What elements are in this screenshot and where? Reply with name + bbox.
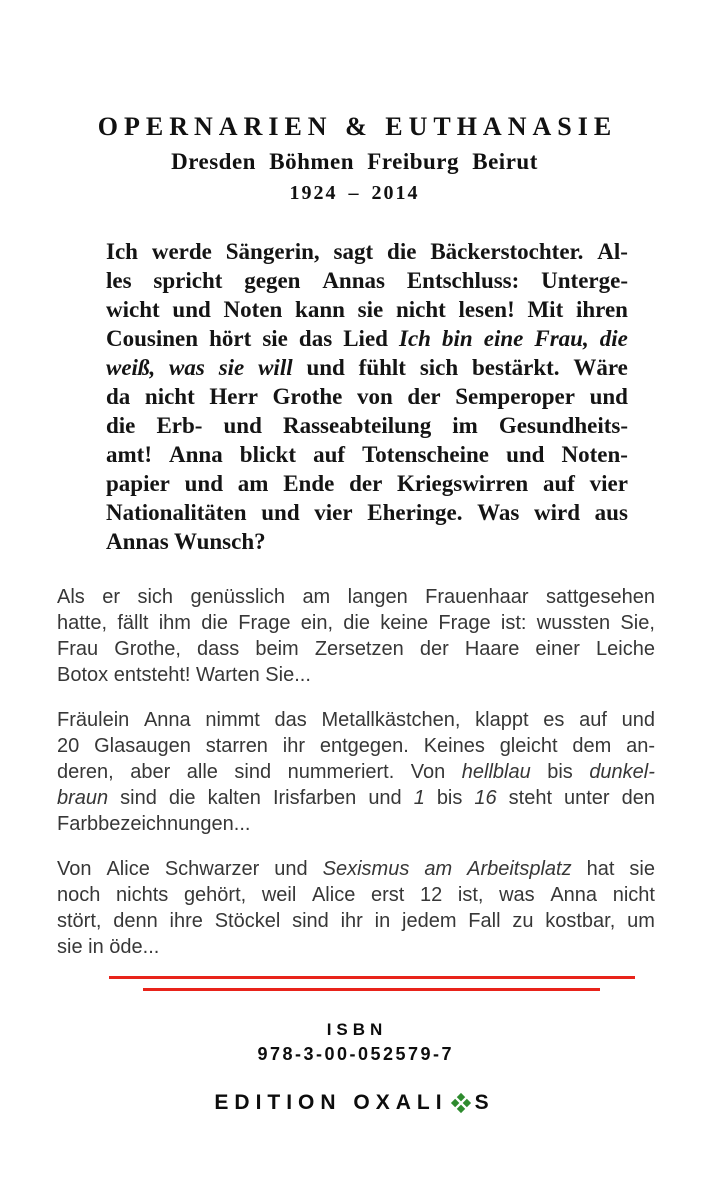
isbn-number: 978-3-00-052579-7 [257, 1044, 455, 1064]
isbn-block [0, 1020, 709, 1065]
isbn-label: ISBN [326, 1020, 388, 1039]
text-line: papier und am Ende der Kriegswirren auf vier [106, 471, 628, 496]
text-line: hatte, fällt ihm die Frage ein, die keine Frage ist: wussten Sie, [57, 612, 655, 634]
text-line: Botox entsteht! Warten Sie... [57, 664, 311, 686]
description-section [57, 584, 655, 960]
text-line: amt! Anna blickt auf Totenscheine und Noten- [106, 442, 628, 467]
description-paragraph-1 [57, 584, 655, 688]
text-line: Fräulein Anna nimmt das Metallkästchen, klappt es auf und [57, 709, 655, 731]
red-divider [0, 974, 709, 996]
publisher-name [0, 1091, 709, 1115]
text-line: stört, denn ihre Stöckel sind ihr in jedem Fall zu kostbar, um [57, 910, 655, 932]
description-paragraph-3 [57, 856, 655, 960]
text-line: weiß, was sie will und fühlt sich bestärkt. Wäre [106, 355, 628, 380]
subtitle-locations: Dresden Böhmen Freiburg Beirut [171, 149, 538, 174]
text-line: 20 Glasaugen starren ihr entgegen. Keines gleicht dem an- [57, 735, 655, 757]
text-line: Farbbezeichnungen... [57, 813, 251, 835]
text-line: noch nichts gehört, weil Alice erst 12 ist, was Anna nicht [57, 884, 655, 906]
text-line: braun sind die kalten Irisfarben und 1 bis 16 steht unter den [57, 787, 655, 809]
blurb-paragraph [106, 237, 628, 556]
publisher-name-prefix: EDITION OXALI [214, 1091, 448, 1114]
text-line: die Erb- und Rasseabteilung im Gesundheits- [106, 413, 628, 438]
text-line: da nicht Herr Grothe von der Semperoper und [106, 384, 628, 409]
text-line: Frau Grothe, dass beim Zersetzen der Haare einer Leiche [57, 638, 655, 660]
text-line: wicht und Noten kann sie nicht lesen! Mit ihren [106, 297, 628, 322]
oxalis-diamond-icon [450, 1092, 472, 1114]
text-line: Von Alice Schwarzer und Sexismus am Arbeitsplatz hat sie [57, 858, 655, 880]
title-block [0, 0, 709, 205]
text-line: Ich werde Sängerin, sagt die Bäckerstochter. Al- [106, 239, 628, 264]
text-line: Nationalitäten und vier Eheringe. Was wird aus [106, 500, 628, 525]
text-line: les spricht gegen Annas Entschluss: Unterge- [106, 268, 628, 293]
text-line: Annas Wunsch? [106, 529, 266, 554]
description-paragraph-2 [57, 707, 655, 837]
text-line: Als er sich genüsslich am langen Frauenhaar sattgesehen [57, 586, 655, 608]
text-line: deren, aber alle sind nummeriert. Von hellblau bis dunkel- [57, 761, 655, 783]
red-rule-top [109, 976, 635, 979]
subtitle-years: 1924 – 2014 [289, 182, 420, 204]
red-rule-bottom [143, 988, 600, 991]
book-title: OPERNARIEN & EUTHANASIE [97, 112, 618, 141]
text-line: Cousinen hört sie das Lied Ich bin eine Frau, die [106, 326, 628, 351]
publisher-name-suffix: S [474, 1091, 495, 1114]
text-line: sie in öde... [57, 936, 160, 958]
